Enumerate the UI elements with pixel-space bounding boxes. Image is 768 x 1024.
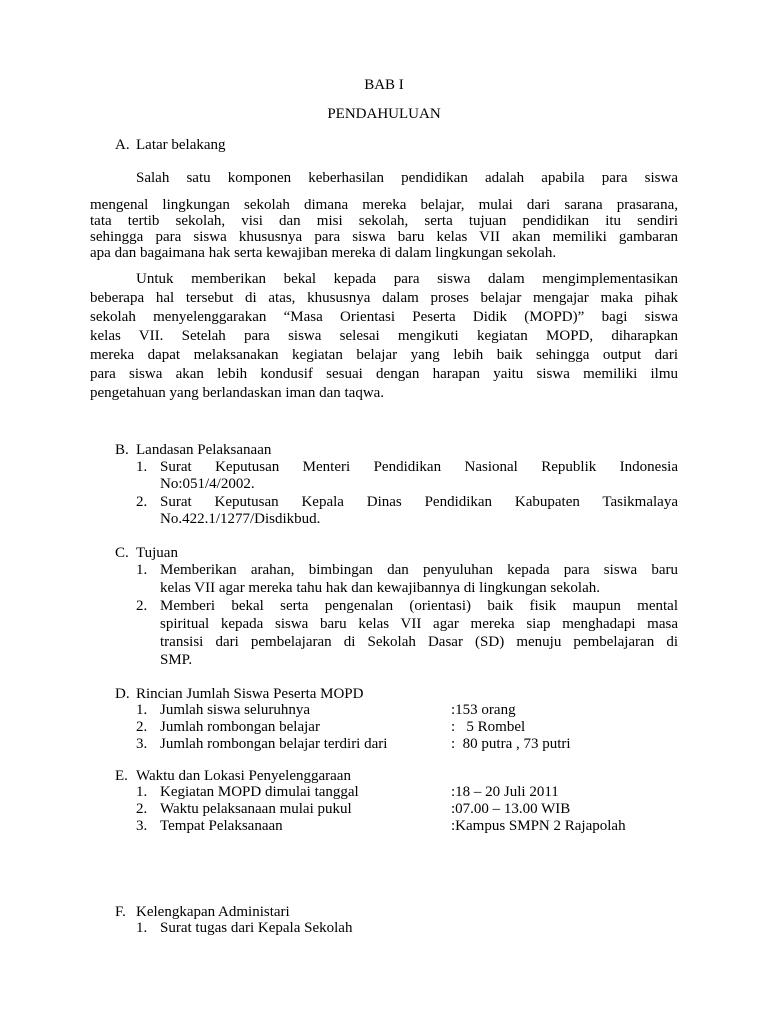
row-label: Jumlah rombongan belajar terdiri dari xyxy=(160,736,388,752)
list-number: 1. xyxy=(136,459,148,475)
section-e-letter: E. xyxy=(115,768,128,784)
paragraph-line: beberapa hal tersebut di atas, khususnya dalam proses belajar mengajar maka pihak xyxy=(90,290,678,306)
section-c-letter: C. xyxy=(115,545,129,561)
section-a-title: Latar belakang xyxy=(136,137,226,153)
section-a-letter: A. xyxy=(115,137,130,153)
list-item-continuation: No:051/4/2002. xyxy=(160,476,255,492)
row-number: 3. xyxy=(136,736,148,752)
row-label: Tempat Pelaksanaan xyxy=(160,818,283,834)
row-number: 2. xyxy=(136,719,148,735)
list-number: 1. xyxy=(136,562,148,578)
chapter-label: BAB I xyxy=(364,77,404,93)
section-d-letter: D. xyxy=(115,686,130,702)
list-item-continuation: kelas VII agar mereka tahu hak dan kewajibannya di lingkungan sekolah. xyxy=(160,580,600,596)
section-e-title: Waktu dan Lokasi Penyelenggaraan xyxy=(136,768,351,784)
row-number: 1. xyxy=(136,784,148,800)
row-value: :07.00 – 13.00 WIB xyxy=(451,801,571,817)
paragraph-line: para siswa akan lebih kondusif sesuai dengan harapan yaitu siswa memiliki ilmu xyxy=(90,366,678,382)
row-value: : 5 Rombel xyxy=(451,719,526,735)
list-number: 2. xyxy=(136,598,148,614)
chapter-title: PENDAHULUAN xyxy=(327,106,441,122)
list-number: 2. xyxy=(136,494,148,510)
paragraph-line: tata tertib sekolah, visi dan misi sekolah, serta tujuan pendidikan itu sendiri xyxy=(90,213,678,229)
row-label: Jumlah siswa seluruhnya xyxy=(160,702,310,718)
section-c-title: Tujuan xyxy=(136,545,178,561)
paragraph-line: kelas VII. Setelah para siswa selesai mengikuti kegiatan MOPD, diharapkan xyxy=(90,328,678,344)
row-number: 1. xyxy=(136,702,148,718)
row-label: Waktu pelaksanaan mulai pukul xyxy=(160,801,352,817)
row-label: Jumlah rombongan belajar xyxy=(160,719,320,735)
row-value: :18 – 20 Juli 2011 xyxy=(451,784,559,800)
list-item-continuation: SMP. xyxy=(160,652,193,668)
list-item-continuation: transisi dari pembelajaran di Sekolah Dasar (SD) menuju pembelajaran di xyxy=(160,634,678,650)
paragraph-line: Untuk memberikan bekal kepada para siswa dalam mengimplementasikan xyxy=(136,271,678,287)
paragraph-line: mereka dapat melaksanakan kegiatan belajar yang lebih baik sehingga output dari xyxy=(90,347,678,363)
paragraph-line: mengenal lingkungan sekolah dimana mereka belajar, mulai dari sarana prasarana, xyxy=(90,197,678,213)
section-b-letter: B. xyxy=(115,442,129,458)
row-number: 1. xyxy=(136,920,148,936)
paragraph-line: apa dan bagaimana hak serta kewajiban mereka di dalam lingkungan sekolah. xyxy=(90,245,557,261)
paragraph-line: sehingga para siswa khususnya para siswa baru kelas VII akan memiliki gambaran xyxy=(90,229,678,245)
row-number: 3. xyxy=(136,818,148,834)
row-label: Surat tugas dari Kepala Sekolah xyxy=(160,920,353,936)
paragraph-line: pengetahuan yang berlandaskan iman dan taqwa. xyxy=(90,385,385,401)
list-item: Surat Keputusan Menteri Pendidikan Nasional Republik Indonesia xyxy=(160,459,678,475)
row-number: 2. xyxy=(136,801,148,817)
section-f-letter: F. xyxy=(115,904,126,920)
section-f-title: Kelengkapan Administari xyxy=(136,904,290,920)
list-item: Surat Keputusan Kepala Dinas Pendidikan Kabupaten Tasikmalaya xyxy=(160,494,678,510)
row-value: :Kampus SMPN 2 Rajapolah xyxy=(451,818,626,834)
row-value: : 80 putra , 73 putri xyxy=(451,736,571,752)
list-item: Memberi bekal serta pengenalan (orientasi) baik fisik maupun mental xyxy=(160,598,678,614)
list-item-continuation: No.422.1/1277/Disdikbud. xyxy=(160,511,321,527)
section-d-title: Rincian Jumlah Siswa Peserta MOPD xyxy=(136,686,364,702)
list-item: Memberikan arahan, bimbingan dan penyuluhan kepada para siswa baru xyxy=(160,562,678,578)
row-value: :153 orang xyxy=(451,702,516,718)
paragraph-line: sekolah menyelenggarakan “Masa Orientasi Peserta Didik (MOPD)” bagi siswa xyxy=(90,309,678,325)
paragraph-line: Salah satu komponen keberhasilan pendidikan adalah apabila para siswa xyxy=(136,170,678,186)
row-label: Kegiatan MOPD dimulai tanggal xyxy=(160,784,359,800)
list-item-continuation: spiritual kepada siswa baru kelas VII agar mereka siap menghadapi masa xyxy=(160,616,678,632)
section-b-title: Landasan Pelaksanaan xyxy=(136,442,272,458)
